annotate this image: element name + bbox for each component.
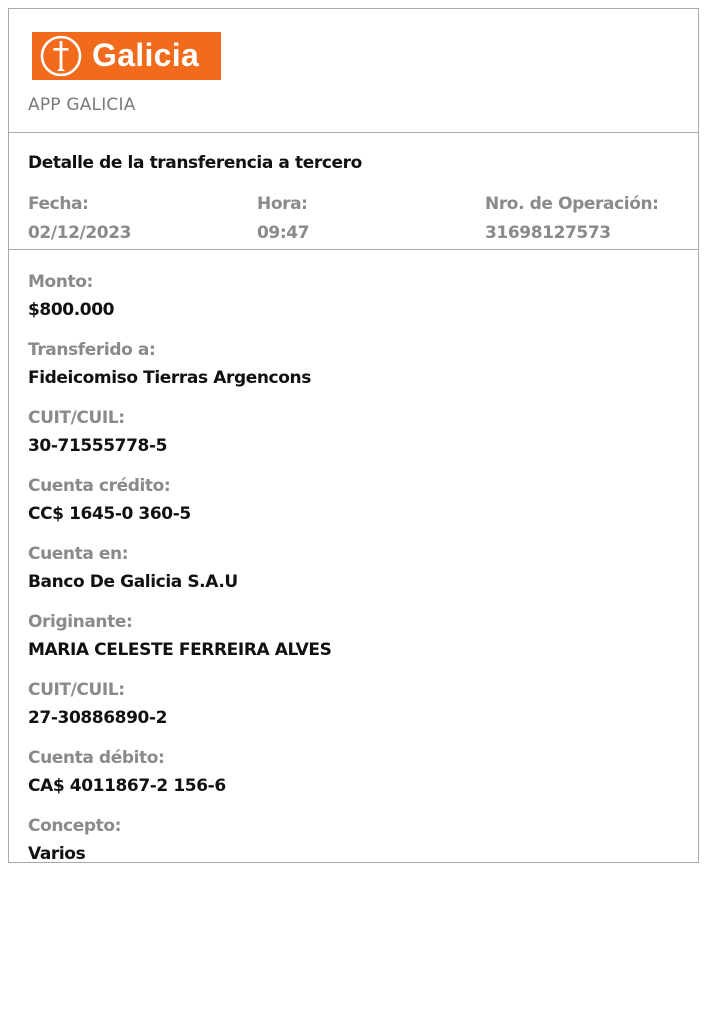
debit-account-value: CA$ 4011867-2 156-6 — [28, 776, 226, 796]
recipient-field — [28, 339, 331, 407]
concept-value: Varios — [28, 844, 86, 864]
recipient-cuit-field — [28, 407, 331, 475]
time-value: 09:47 — [257, 223, 310, 243]
originator-cuit-field — [28, 679, 331, 747]
bank-label: Cuenta en: — [28, 544, 129, 564]
date-value: 02/12/2023 — [28, 223, 132, 243]
date-block — [28, 193, 131, 244]
transfer-detail-title: Detalle de la transferencia a tercero — [28, 153, 362, 173]
amount-value: $800.000 — [28, 300, 115, 320]
credit-account-value: CC$ 1645-0 360-5 — [28, 504, 191, 524]
originator-field — [28, 611, 331, 679]
transfer-receipt — [8, 8, 699, 863]
recipient-label: Transferido a: — [28, 340, 156, 360]
app-name: APP GALICIA — [28, 95, 136, 115]
originator-value: MARIA CELESTE FERREIRA ALVES — [28, 640, 332, 660]
concept-field — [28, 815, 331, 883]
operation-number-label: Nro. de Operación: — [485, 194, 659, 214]
receipt-header — [9, 9, 698, 133]
amount-field — [28, 271, 331, 339]
transfer-fields — [28, 271, 331, 883]
bank-field — [28, 543, 331, 611]
time-label: Hora: — [257, 194, 308, 214]
operation-number-block — [485, 193, 659, 244]
galicia-logo — [32, 32, 221, 80]
recipient-cuit-label: CUIT/CUIL: — [28, 408, 125, 428]
date-label: Fecha: — [28, 194, 89, 214]
credit-account-label: Cuenta crédito: — [28, 476, 171, 496]
amount-label: Monto: — [28, 272, 93, 292]
section-divider — [9, 249, 698, 250]
galicia-cross-logo-icon — [39, 34, 83, 78]
recipient-value: Fideicomiso Tierras Argencons — [28, 368, 311, 388]
operation-number-value: 31698127573 — [485, 223, 611, 243]
debit-account-field — [28, 747, 331, 815]
debit-account-label: Cuenta débito: — [28, 748, 165, 768]
bank-value: Banco De Galicia S.A.U — [28, 572, 238, 592]
recipient-cuit-value: 30-71555778-5 — [28, 436, 168, 456]
logo-wordmark: Galicia — [92, 37, 200, 73]
originator-cuit-label: CUIT/CUIL: — [28, 680, 125, 700]
credit-account-field — [28, 475, 331, 543]
concept-label: Concepto: — [28, 816, 122, 836]
originator-cuit-value: 27-30886890-2 — [28, 708, 168, 728]
time-block — [257, 193, 309, 244]
originator-label: Originante: — [28, 612, 133, 632]
